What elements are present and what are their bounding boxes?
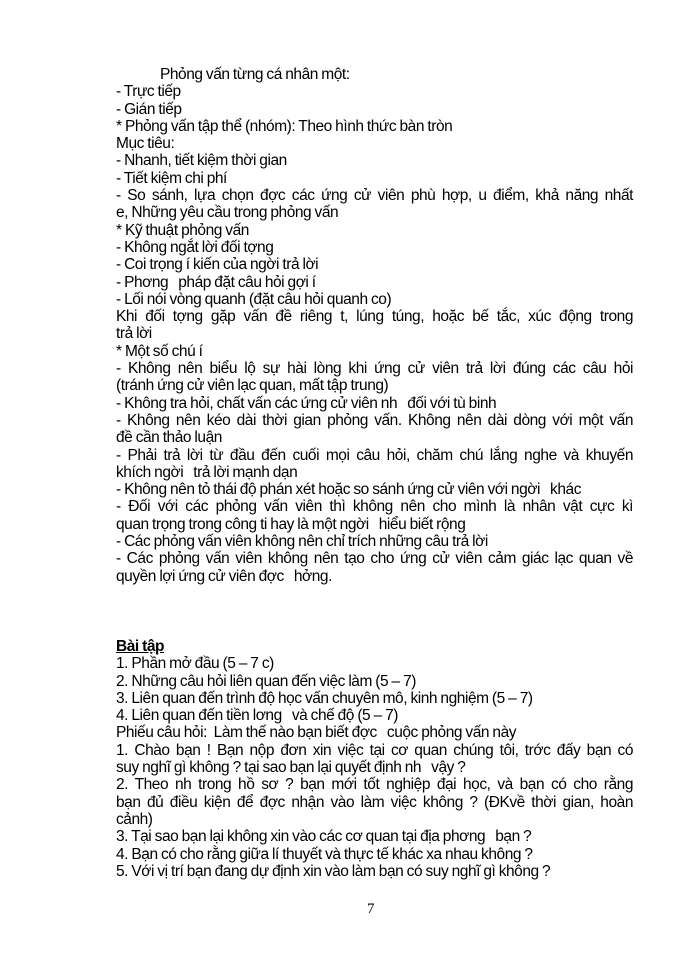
- text-line: - Phải trả lời từ đầu đến cuối mọi câu hỏi, chăm chú lắng nghe và khuyến: [116, 446, 633, 464]
- text-line: - Nhanh, tiết kiệm thời gian: [116, 152, 287, 170]
- text-line: 1. Chào bạn ! Bạn nộp đơn xin việc tại cơ quan chúng tôi, trớc đấy bạn có: [116, 741, 633, 759]
- text-line: * Một số chú í: [116, 342, 203, 360]
- text-line: - Đối với các phỏng vấn viên thì không nên cho mình là nhân vật cực kì: [116, 498, 633, 516]
- text-line: - Các phỏng vấn viên không nên chỉ trích những câu trả lời: [116, 533, 488, 551]
- text-line: 4. Liên quan đến tiền lơng và chế độ (5 – 7): [116, 707, 398, 725]
- text-line: Phiếu câu hỏi: Làm thế nào bạn biết đợc cuộc phỏng vấn này: [116, 724, 517, 742]
- text-line: - So sánh, lựa chọn đợc các ứng cử viên phù hợp, u điểm, khả năng nhất: [116, 187, 633, 205]
- exercise-title: Bài tập: [116, 638, 165, 655]
- text-line: - Tiết kiệm chi phí: [116, 169, 227, 187]
- text-line: - Coi trọng í kiến của ngời trả lời: [116, 256, 319, 274]
- text-line: đề cần thảo luận: [116, 429, 222, 447]
- exercise-section: [116, 638, 633, 880]
- text-line: Khi đối tợng gặp vấn đề riêng t, lúng túng, hoặc bế tắc, xúc động trong: [116, 308, 633, 326]
- text-line: trả lời: [116, 325, 152, 343]
- text-line: - Không tra hỏi, chất vấn các ứng cử viên nh đối với tù binh: [116, 394, 497, 412]
- text-line: - Không nên tỏ thái độ phán xét hoặc so sánh ứng cử viên với ngời khác: [116, 481, 581, 499]
- text-line: suy nghĩ gì không ? tại sao bạn lại quyết định nh vậy ?: [116, 759, 466, 777]
- text-line: cảnh): [116, 810, 153, 828]
- text-line: Phỏng vấn từng cá nhân một:: [160, 66, 350, 83]
- text-line: bạn đủ điều kiện để đợc nhận vào làm việc không ? (ĐKvề thời gian, hoàn: [116, 793, 633, 811]
- text-line: 2. Theo nh trong hồ sơ ? bạn mới tốt nghiệp đại học, và bạn có cho rằng: [116, 776, 633, 794]
- text-line: 5. Với vị trí bạn đang dự định xin vào làm bạn có suy nghĩ gì không ?: [116, 862, 551, 880]
- text-line: quyền lợi ứng cử viên đợc hởng.: [116, 567, 332, 585]
- page-number: 7: [367, 901, 375, 917]
- text-line: 3. Tại sao bạn lại không xin vào các cơ quan tại địa phơng bạn ?: [116, 828, 532, 846]
- text-line: - Trực tiếp: [116, 83, 181, 101]
- interview-notes-section: [116, 66, 633, 585]
- text-line: 1. Phần mở đầu (5 – 7 c): [116, 655, 274, 673]
- text-line: - Không ngắt lời đối tợng: [116, 238, 274, 256]
- text-line: khích ngời trả lời mạnh dạn: [116, 463, 298, 481]
- text-line: 3. Liên quan đến trình độ học vấn chuyên mô, kinh nghiệm (5 – 7): [116, 689, 533, 707]
- text-line: - Gián tiếp: [116, 100, 182, 118]
- text-line: 2. Những câu hỏi liên quan đến việc làm (5 – 7): [116, 672, 416, 690]
- text-line: (tránh ứng cử viên lạc quan, mất tập trung): [116, 377, 389, 395]
- text-line: - Không nên kéo dài thời gian phỏng vấn. Không nên dài dòng với một vấn: [116, 411, 633, 429]
- text-line: Mục tiêu:: [116, 135, 175, 153]
- text-line: - Không nên biểu lộ sự hài lòng khi ứng cử viên trả lời đúng các câu hỏi: [116, 360, 633, 378]
- text-line: quan trọng trong công ti hay là một ngời hiểu biết rộng: [116, 515, 466, 533]
- text-line: * Phỏng vấn tập thể (nhóm): Theo hình thức bàn tròn: [116, 117, 453, 135]
- text-line: e, Những yêu cầu trong phỏng vấn: [116, 204, 339, 222]
- text-line: - Lối nói vòng quanh (đặt câu hỏi quanh co): [116, 290, 392, 308]
- text-line: 4. Bạn có cho rằng giữa lí thuyết và thực tế khác xa nhau không ?: [116, 845, 533, 863]
- text-line: * Kỹ thuật phỏng vấn: [116, 221, 249, 239]
- text-line: - Các phỏng vấn viên không nên tạo cho ứng cử viên cảm giác lạc quan về: [116, 550, 633, 568]
- text-line: - Phơng pháp đặt câu hỏi gợi í: [116, 273, 316, 291]
